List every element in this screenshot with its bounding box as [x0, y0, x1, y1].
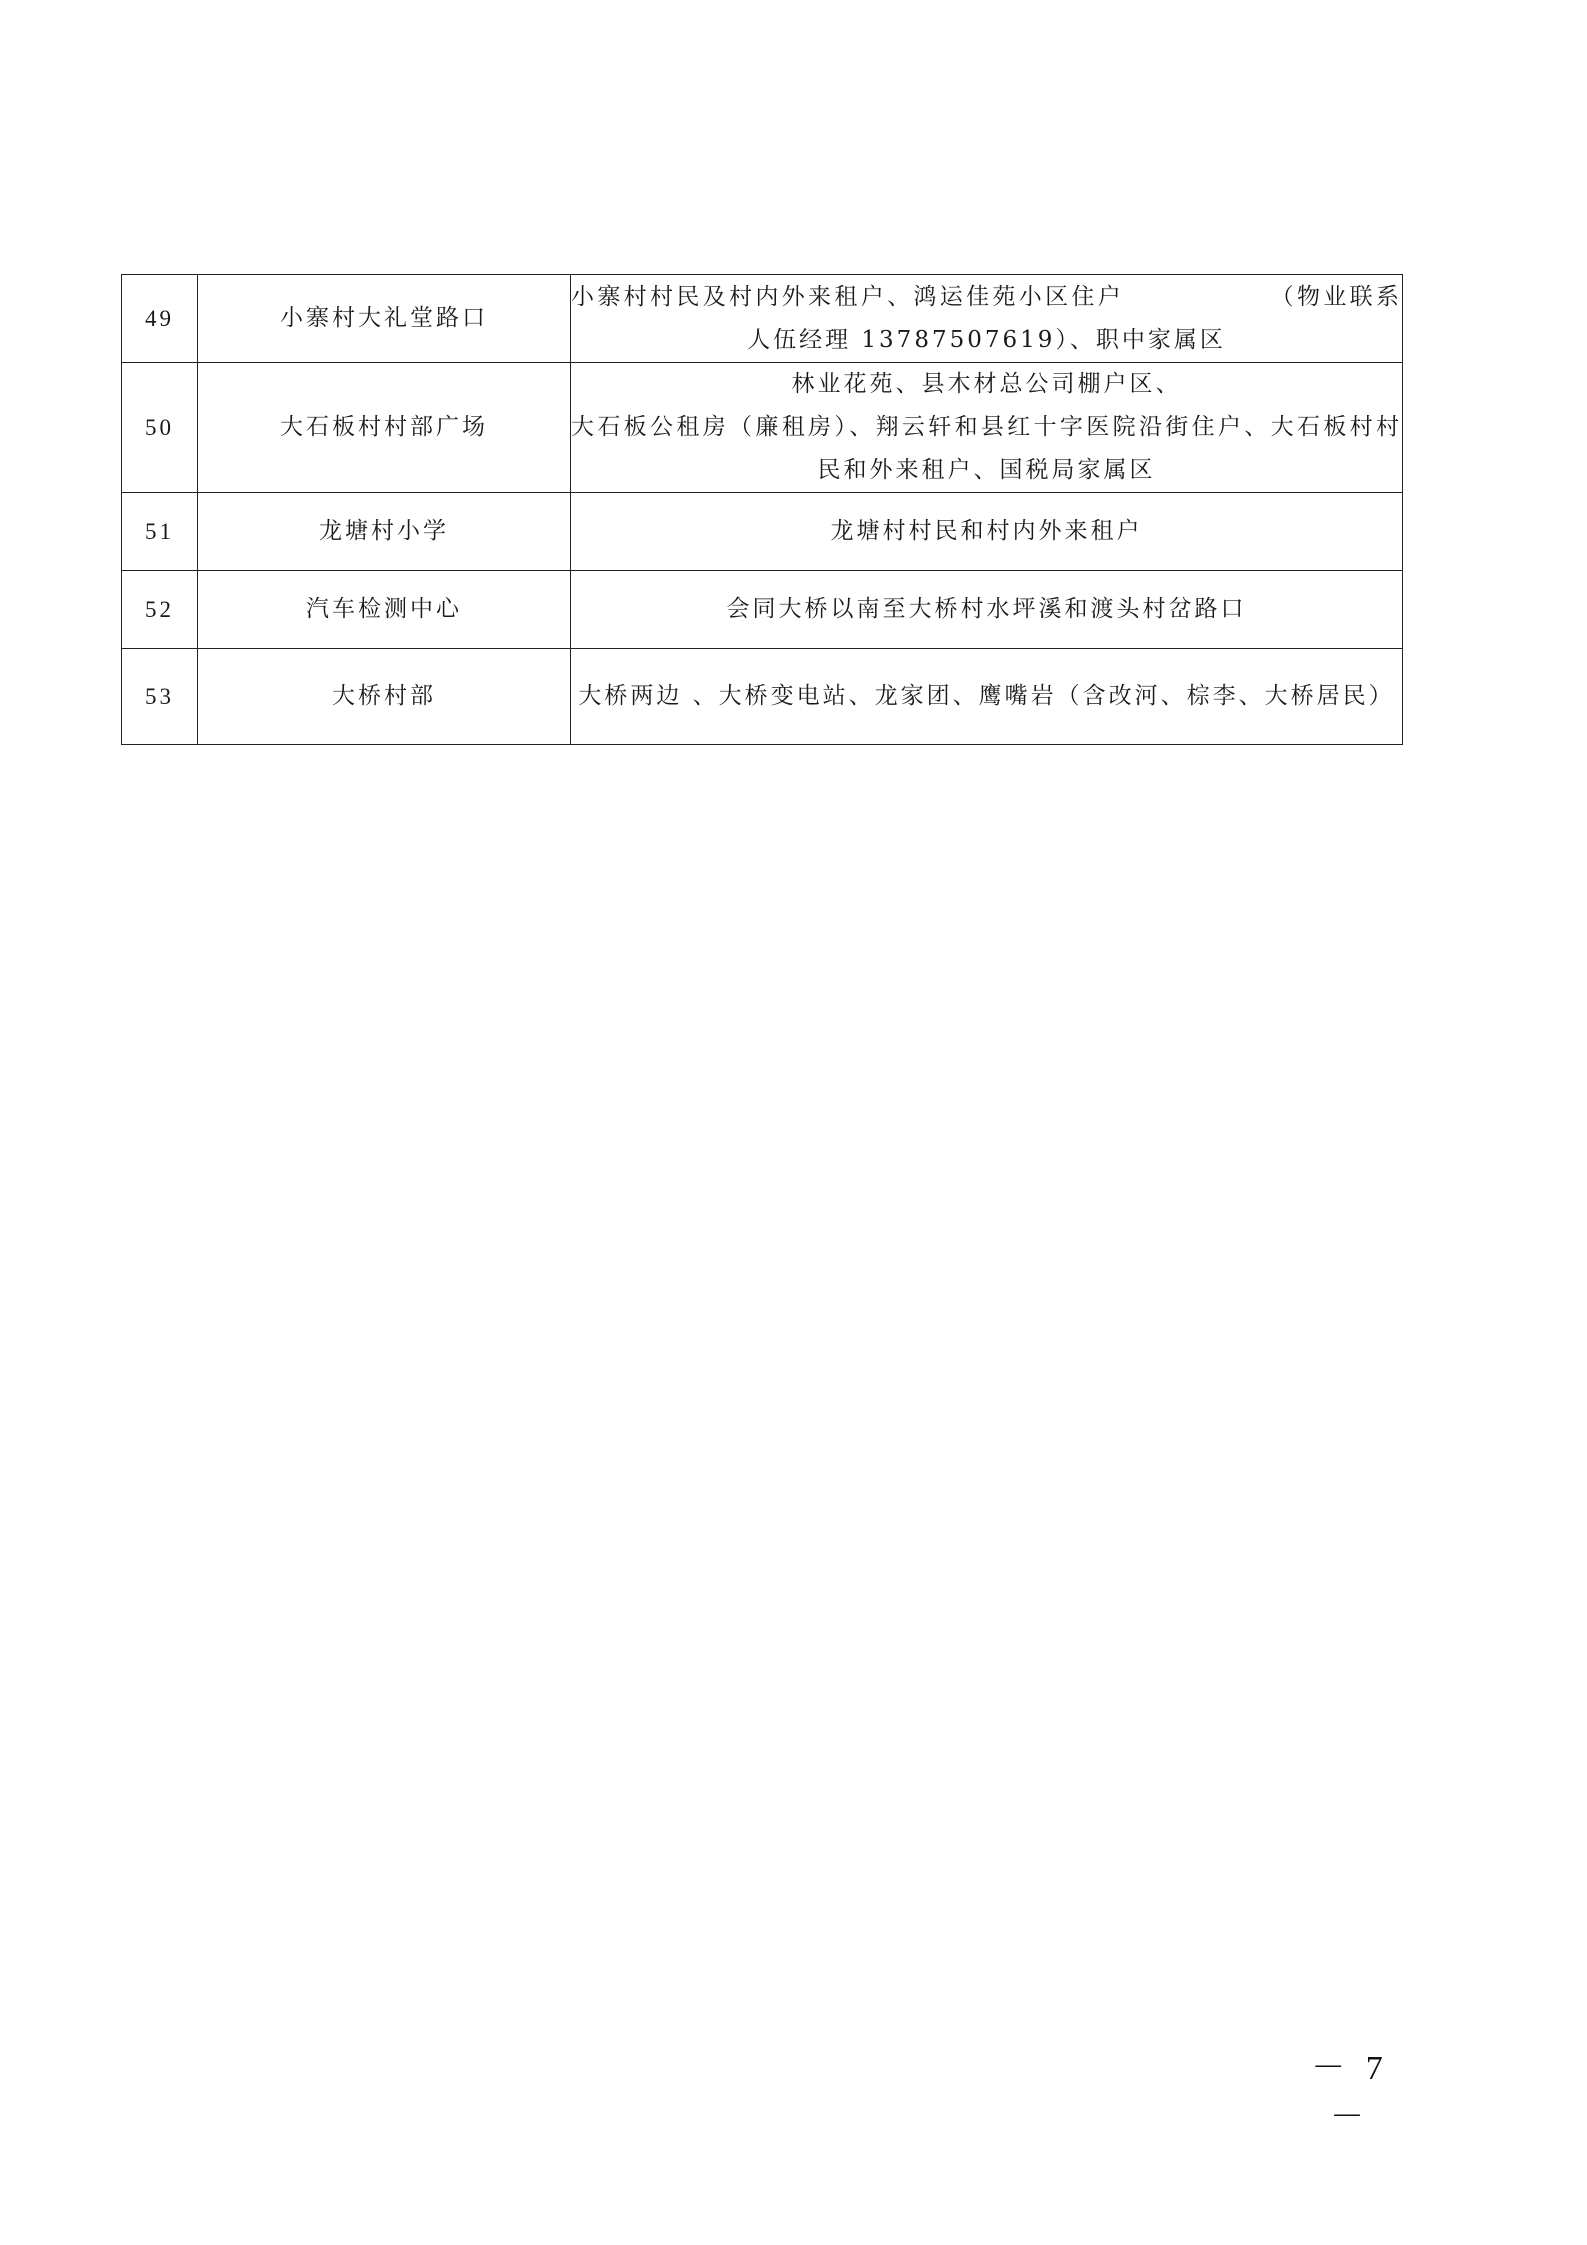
row-number: 52 [122, 571, 198, 649]
location-name: 龙塘村小学 [198, 493, 571, 571]
location-name: 小寨村大礼堂路口 [198, 275, 571, 363]
row-number: 50 [122, 363, 198, 493]
table-row [122, 571, 1403, 649]
table-row [122, 649, 1403, 745]
coverage-description: 林业花苑、县木材总公司棚户区、 大石板公租房（廉租房）、翔云轩和县红十字医院沿街住户、大石板村村民和外来租户、国税局家属区 [571, 363, 1403, 493]
page-number: － 7 － [1311, 2050, 1389, 2136]
assembly-point-table [121, 274, 1403, 745]
row-number: 53 [122, 649, 198, 745]
table-row [122, 363, 1403, 493]
location-name: 汽车检测中心 [198, 571, 571, 649]
table-row [122, 275, 1403, 363]
location-name: 大石板村村部广场 [198, 363, 571, 493]
table-row [122, 493, 1403, 571]
coverage-description: 小寨村村民及村内外来租户、鸿运佳苑小区住户 （物业联系人伍经理 13787507619）、职中家属区 [571, 275, 1403, 363]
location-name: 大桥村部 [198, 649, 571, 745]
coverage-description: 大桥两边 、大桥变电站、龙家团、鹰嘴岩（含改河、棕李、大桥居民） [571, 649, 1403, 745]
row-number: 49 [122, 275, 198, 363]
row-number: 51 [122, 493, 198, 571]
coverage-description: 会同大桥以南至大桥村水坪溪和渡头村岔路口 [571, 571, 1403, 649]
coverage-description: 龙塘村村民和村内外来租户 [571, 493, 1403, 571]
